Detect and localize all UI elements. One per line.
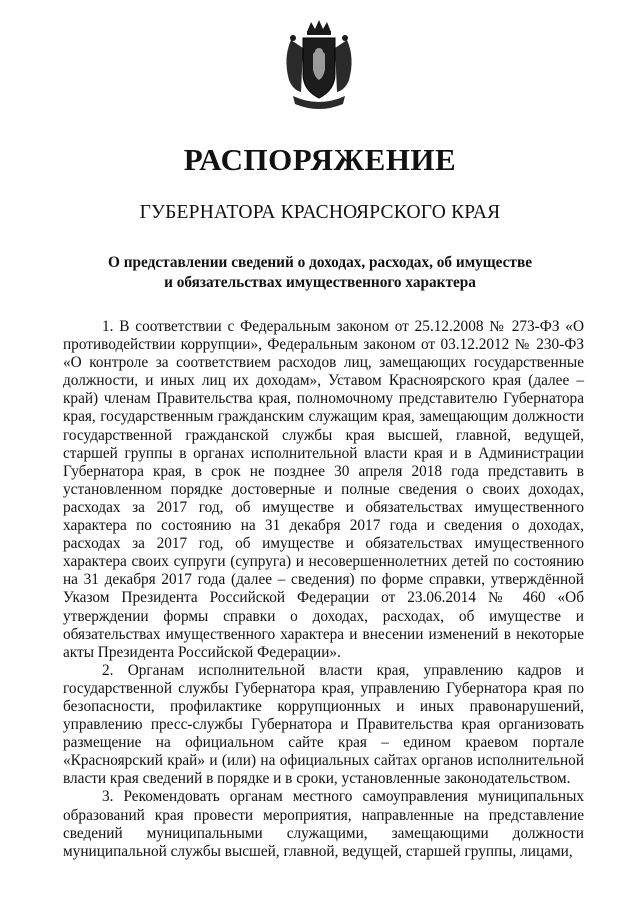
document-heading [60, 253, 580, 293]
document-body [63, 318, 584, 861]
paragraph-1: 1. В соответствии с Федеральным законом от 25.12.2008 № 273-ФЗ «О противодействии коррупции», Федеральным законом от 03.12.2012 № 230-ФЗ «О контроле за соответствием расходов лиц, замещающих государственные должности, и иных лиц их доходам», Уставом Красноярского края (далее – край) членам Правительства края, полномочному представителю Губернатора края, государственным гражданским служащим края, замещающим должности государственной гражданской службы края высшей, главной, ведущей, старшей группы в органах исполнительной власти края и в Администрации Губернатора края, в срок не позднее 30 апреля 2018 года представить в установленном порядке достоверные и полные сведения о своих доходах, расходах за 2017 год, об имуществе и обязательствах имущественного характера по состоянию на 31 декабря 2017 года и сведения о доходах, расходах за 2017 год, об имуществе и обязательствах имущественного характера своих супруги (супруга) и несовершеннолетних детей по состоянию на 31 декабря 2017 года (далее – сведения) по форме справки, утверждённой Указом Президента Российской Федерации от 23.06.2014 № 460 «Об утверждении формы справки о доходах, расходах, об имуществе и обязательствах имущественного характера и внесении изменений в некоторые акты Президента Российской Федерации». [63, 318, 584, 661]
paragraph-3: 3. Рекомендовать органам местного самоуправления муниципальных образований края провести мероприятия, направленные на представление сведений муниципальными служащими, замещающими должности муниципальной службы высшей, главной, ведущей, старшей группы, лицами, [63, 788, 584, 860]
heading-line-1: О представлении сведений о доходах, расходах, об имуществе [107, 254, 533, 271]
heading-line-2: и обязательствах имущественного характера [164, 274, 476, 291]
document-title: РАСПОРЯЖЕНИЕ [183, 142, 457, 177]
document-subtitle: ГУБЕРНАТОРА КРАСНОЯРСКОГО КРАЯ [139, 202, 501, 223]
coat-of-arms-icon [279, 18, 359, 114]
paragraph-2: 2. Органам исполнительной власти края, управлению кадров и государственной службы Губернатора края, управлению Губернатора края по безопасности, профилактике коррупционных и иных правонарушений, управлению пресс-службы Губернатора и Правительства края организовать размещение на официальном сайте края – едином краевом портале «Красноярский край» и (или) на официальных сайтах органов исполнительной власти края сведений в порядке и в сроки, установленные законодательством. [63, 661, 584, 788]
